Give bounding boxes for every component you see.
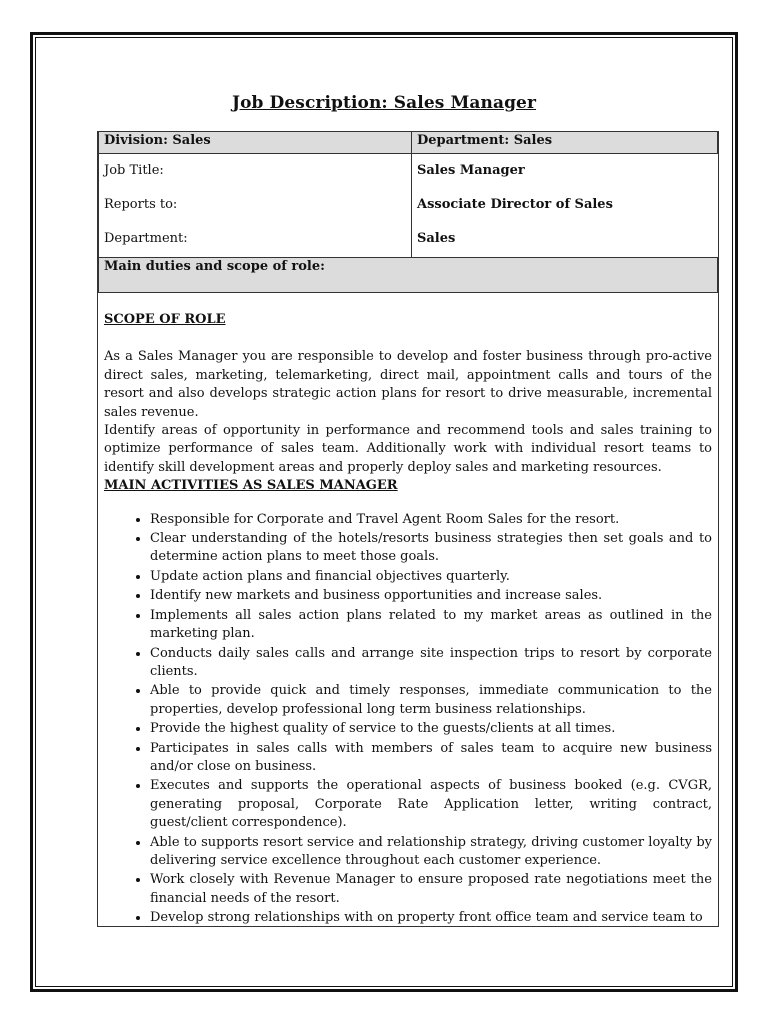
list-item: • Responsible for Corporate and Travel Agent Room Sales for the resort. [150, 510, 712, 529]
activities-heading: MAIN ACTIVITIES AS SALES MANAGER [104, 478, 398, 494]
list-item: • Implements all sales action plans related to my market areas as outlined in the marketing plan. [150, 606, 712, 644]
list-item: • Participates in sales calls with members of sales team to acquire new business and/or close on business. [150, 739, 712, 777]
value-department: Sales [417, 231, 456, 246]
duties-row [99, 258, 718, 293]
list-item: • Update action plans and financial objectives quarterly. [150, 567, 712, 586]
label-reports-to: Reports to: [104, 197, 178, 212]
value-reports-to: Associate Director of Sales [417, 197, 613, 212]
list-item: • Work closely with Revenue Manager to ensure proposed rate negotiations meet the financial needs of the resort. [150, 870, 712, 908]
scope-paragraph-1: As a Sales Manager you are responsible to develop and foster business through pro-active direct sales, marketing, telemarketing, direct mail, appointment calls and tours of the resort and also develops strategic action plans for resort to drive measurable, incremental sales revenue. [104, 349, 712, 420]
department-cell: Department: Sales [412, 132, 718, 154]
list-item: • Executes and supports the operational aspects of business booked (e.g. CVGR, generating proposal, Corporate Rate Application letter, writing contract, guest/client correspondence). [150, 776, 712, 832]
job-description-table [97, 131, 719, 927]
list-item: • Provide the highest quality of service to the guests/clients at all times. [150, 719, 712, 738]
list-item: • Clear understanding of the hotels/resorts business strategies then set goals and to determine action plans to meet those goals. [150, 529, 712, 567]
info-labels [99, 154, 412, 258]
label-job-title: Job Title: [104, 163, 164, 178]
value-job-title: Sales Manager [417, 163, 525, 178]
division-row [99, 132, 718, 154]
division-cell: Division: Sales [99, 132, 412, 154]
scope-heading: SCOPE OF ROLE [104, 312, 226, 327]
duties-heading: Main duties and scope of role: [99, 258, 718, 293]
label-department: Department: [104, 231, 188, 246]
list-item: • Identify new markets and business opportunities and increase sales. [150, 586, 712, 605]
header-table [98, 131, 718, 293]
list-item: • Able to provide quick and timely responses, immediate communication to the properties, develop professional long term business relationships. [150, 681, 712, 719]
info-values [412, 154, 718, 258]
role-body [98, 311, 718, 927]
spacer [104, 329, 712, 348]
list-item: • Able to supports resort service and relationship strategy, driving customer loyalty by delivering service excellence throughout each customer experience. [150, 833, 712, 871]
list-item: • Conducts daily sales calls and arrange site inspection trips to resort by corporate clients. [150, 644, 712, 682]
info-row [99, 154, 718, 258]
list-item: • Develop strong relationships with on property front office team and service team to [150, 908, 712, 927]
activities-list [104, 510, 712, 927]
document-title: Job Description: Sales Manager [231, 93, 537, 113]
scope-paragraph-2: Identify areas of opportunity in performance and recommend tools and sales training to optimize performance of sales team. Additionally work with individual resort teams to identify skill development areas and properly deploy sales and marketing resources. [104, 423, 712, 475]
